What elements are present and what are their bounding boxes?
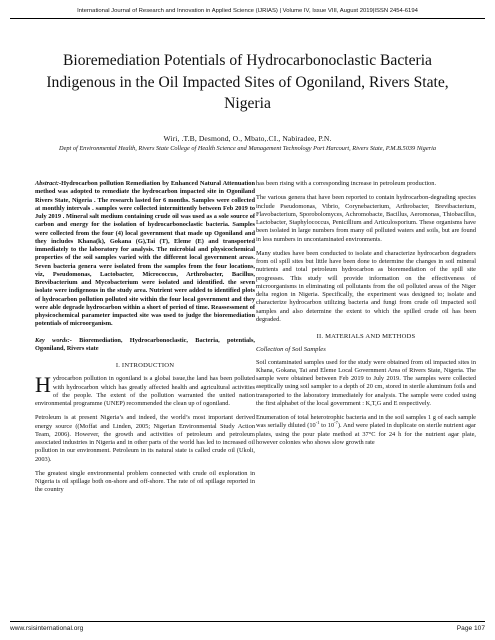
running-header [10, 8, 485, 19]
methods-subheading: Collection of Soil Samples [256, 346, 326, 354]
page-number: Page 107 [456, 625, 485, 632]
left-column [35, 180, 255, 501]
superscript-exponent: -1 [315, 420, 320, 426]
right-paragraph-2: The various genera that have been reported to contain hydrocarbon-degrading species include Pseudomonas, Vibrio, Corynebacterium, Arthrobacter, Brevibacterium, Flavobacterium, Sporobolomyces, Achromobacte, Bacillus, Aeromonas, Thiobacillus, Lactobacter, Staphylococcus, Penicillium and Articulosporium. These organisms have been isolated in large numbers from many oil polluted waters and soils, but are found in less numbers in uncontaminated environments. [256, 194, 476, 243]
keywords-text: Bioremediation, Hydrocarbonoclastic, Bacteria, potentials, Ogoniland, Rivers state [35, 336, 255, 352]
intro-paragraph-2: Petroleum is at present Nigeria’s and indeed, the world’s most important derived energy source ((Moffat and Linden, 2005; Nigerian Environmental Study Action Team, 2006). However, the growth and activities of petroleum and petroleum associated industries in Nigeria and in other parts of the world has led to increased oil pollution in our environment. Petroleum in its natural state is called crude oil (Ukoli, 2003). [35, 414, 255, 463]
right-paragraph-3: Many studies have been conducted to isolate and characterize hydrocarbon degraders from oil spill sites but little have been done to determine the changes in soil mineral nutrients and total petroleum hydrocarbon as bioremediation of the spill site progresses. This study will provide information on the effectiveness of microorganisms in eliminating oil pollutants from the oil polluted areas of the Niger delta region in Nigeria. Specifically, the experiment was designed to; isolate and characterize hydrocarbon utilizing bacteria and fungi from crude oil impacted soil samples and also determine the extent to which the spilled crude oil has been degraded. [256, 249, 476, 323]
superscript-exponent: -7 [334, 420, 338, 426]
keywords [35, 337, 255, 354]
running-title: International Journal of Research and Innovation in Applied Science (IJRIAS) | Volume IV, Issue VIII, August 2019|ISSN 2454-6194 [77, 8, 418, 14]
right-paragraph-1: has been rising with a corresponding increase in petroleum production. [256, 180, 437, 187]
intro-paragraph-3: The greatest single environmental problem connected with crude oil exploration in Nigeria is oil spillage both on-shore and off-shore. The rate of oil spillage reported in the country [35, 469, 255, 494]
author-affiliation: Dept of Environmental Health, Rivers State College of Health Science and Management Technology Port Harcourt, Rivers State, P.M.B.5039 Nigeria [59, 145, 436, 152]
intro-paragraph-1 [35, 372, 255, 408]
paper-title: Bioremediation Potentials of Hydrocarbonoclastic Bacteria Indigenous in the Oil Impacted Sites of Ogoniland, Rivers State, Nigeria [46, 52, 449, 112]
author-list: Wiri, .T.B, Desmond, O., Mbato,.CI., Nabiradee, P.N. [163, 134, 332, 143]
methods-p2-part-c: ). And were plated in duplicate on sterile nutrient agar plates, using the pour plate method at 37°C for 24 h for the nutrient agar plate, however colonies who shows slow growth rate [256, 422, 476, 446]
footer-url[interactable]: www.rsisinternational.org [10, 625, 84, 632]
abstract-text: Hydrocarbon pollution Remediation by Enhanced Natural Attenuation method was adopted to remediate the hydrocarbon impacted site in Ogoniland Rivers State, Nigeria . The research lasted for 6 months. Samples were collected at monthly intervals . samples were collected intermittently between Feb 2019 to July 2019 . Mineral salt medium containing crude oil was used as a sole source of carbon and energy for the isolation of hydrocarbonoclastic bacteria. Samples were collected from the four (4) local government that made up Ogoniland and they includes Khana(k), Gokana (G),Tai (T), Eleme (E) and transported immediately to the laboratory for analysis. The microbial and physicochemical properties of the soil samples varied with the different local government areas. Seven bacteria genera were isolated from the samples from the four locations, viz, Pseudomonas, Lactobacter, Micrococcus, Arthrobacter, Bacillus, Brevibacterium and Mycobacterium were isolated and identified. the seven isolate were indigenous in the study area. Nutrient were added to identified plots of hydrocarbon pollution polluted site within the four local government and they were able degrade hydrocarbon within a short of period of time. Reassessment of physicochemical parameter impacted site was used to judge the bioremediation potentials of microorganism. [35, 180, 255, 328]
methods-p2-part-a: Enumeration of total heterotrophic bacteria and in the soil samples 1 g of each sample was serially diluted (10 [256, 414, 476, 430]
drop-cap: H [35, 372, 51, 398]
page-footer [10, 621, 485, 632]
methods-paragraph-1: Soil contaminated samples used for the study were obtained from oil impacted sites in Khana, Gokana, Tai and Eleme Local Government Area of Rivers State, Nigeria. The sample were obtained between Feb 2019 to July 2019. The samples were collected aseptically using soil sampler to a depth of 20 cm, stored in sterile aluminum foils and transported to the laboratory immediately for analysis. The sample were coded using the first alphabet of the local government : K,T,G and E respectively. [256, 358, 476, 407]
methods-heading: II. MATERIALS AND METHODS [316, 333, 416, 340]
keywords-label: Key words:- [35, 336, 72, 344]
right-column [256, 180, 476, 453]
methods-paragraph-2 [256, 414, 476, 447]
intro-paragraph-1-text: ydrocarbon pollution in ogoniland is a global issue,the land has been polluted with hydrocarbon which has greatly affected health and agricultural activities of the people. The extent of the pollution warranted the united nation environmental programme (UNEP) recommended the clean up of ogoniland. [35, 375, 255, 407]
methods-p2-part-b: to 10 [319, 422, 335, 430]
abstract-label: Abstract:- [35, 180, 62, 187]
introduction-heading: I. INTRODUCTION [115, 362, 175, 369]
abstract [35, 180, 255, 329]
